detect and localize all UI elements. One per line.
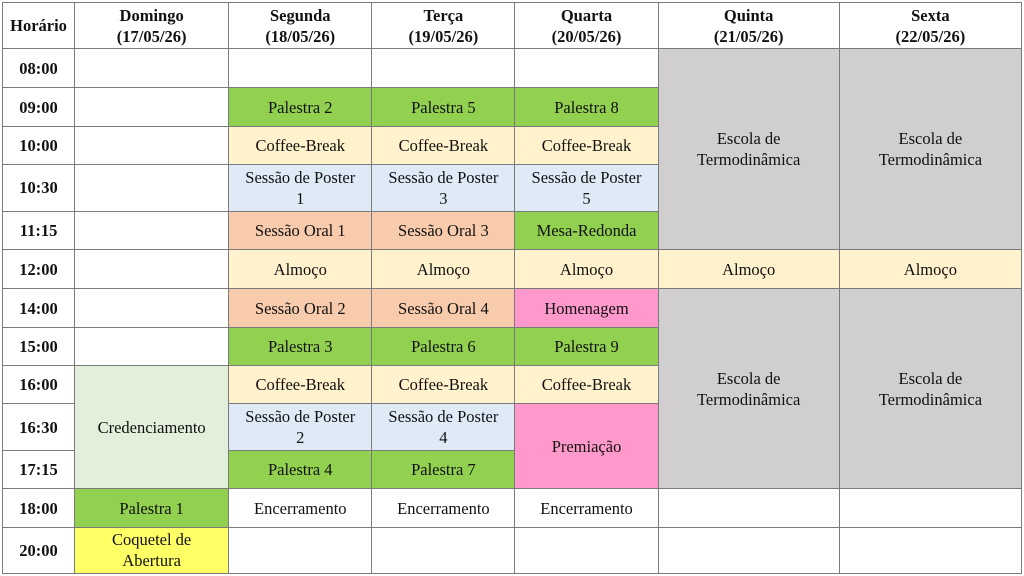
palestra-3: Palestra 3 — [229, 327, 372, 365]
time-cell: 10:30 — [3, 164, 75, 211]
poster-2: Sessão de Poster 2 — [229, 404, 372, 451]
header-terca — [372, 3, 515, 49]
empty-cell — [839, 489, 1021, 527]
coffee-break: Coffee-Break — [372, 365, 515, 403]
palestra-1: Palestra 1 — [75, 489, 229, 527]
day-date: (18/05/26) — [265, 26, 336, 46]
header-quinta — [658, 3, 839, 49]
palestra-8: Palestra 8 — [515, 88, 658, 126]
palestra-5: Palestra 5 — [372, 88, 515, 126]
escola-sexta-tarde: Escola de Termodinâmica — [839, 289, 1021, 489]
time-cell: 11:15 — [3, 212, 75, 250]
empty-cell — [515, 527, 658, 573]
header-horario: Horário — [3, 3, 75, 49]
empty-cell — [658, 527, 839, 573]
empty-cell — [839, 527, 1021, 573]
empty-cell — [75, 212, 229, 250]
coquetel-abertura: Coquetel de Abertura — [75, 527, 229, 573]
header-row — [3, 3, 1022, 49]
time-cell: 20:00 — [3, 527, 75, 573]
encerramento: Encerramento — [515, 489, 658, 527]
header-segunda — [229, 3, 372, 49]
coffee-break: Coffee-Break — [372, 126, 515, 164]
day-date: (21/05/26) — [713, 26, 784, 46]
header-sexta — [839, 3, 1021, 49]
almoco: Almoço — [372, 250, 515, 289]
day-name: Quarta — [560, 5, 613, 25]
empty-cell — [658, 489, 839, 527]
time-cell: 16:30 — [3, 404, 75, 451]
row-2000 — [3, 527, 1022, 573]
time-cell: 14:00 — [3, 289, 75, 327]
empty-cell — [229, 527, 372, 573]
premiacao: Premiação — [515, 404, 658, 489]
sessao-oral-2: Sessão Oral 2 — [229, 289, 372, 327]
row-1800 — [3, 489, 1022, 527]
time-cell: 17:15 — [3, 451, 75, 489]
time-cell: 08:00 — [3, 49, 75, 88]
escola-quinta-manha: Escola de Termodinâmica — [658, 49, 839, 250]
empty-cell — [75, 49, 229, 88]
time-cell: 18:00 — [3, 489, 75, 527]
poster-5: Sessão de Poster 5 — [515, 164, 658, 211]
day-date: (19/05/26) — [408, 26, 479, 46]
empty-cell — [372, 527, 515, 573]
coffee-break: Coffee-Break — [229, 126, 372, 164]
poster-1: Sessão de Poster 1 — [229, 164, 372, 211]
almoco: Almoço — [515, 250, 658, 289]
credenciamento: Credenciamento — [75, 365, 229, 489]
sessao-oral-3: Sessão Oral 3 — [372, 212, 515, 250]
empty-cell — [75, 327, 229, 365]
day-name: Terça — [423, 5, 464, 25]
day-date: (20/05/26) — [551, 26, 622, 46]
encerramento: Encerramento — [372, 489, 515, 527]
time-cell: 12:00 — [3, 250, 75, 289]
day-name: Segunda — [270, 5, 331, 25]
day-date: (17/05/26) — [116, 26, 187, 46]
poster-3: Sessão de Poster 3 — [372, 164, 515, 211]
header-domingo — [75, 3, 229, 49]
poster-4: Sessão de Poster 4 — [372, 404, 515, 451]
homenagem: Homenagem — [515, 289, 658, 327]
sessao-oral-4: Sessão Oral 4 — [372, 289, 515, 327]
almoco: Almoço — [229, 250, 372, 289]
row-1200 — [3, 250, 1022, 289]
header-quarta — [515, 3, 658, 49]
almoco: Almoço — [839, 250, 1021, 289]
almoco: Almoço — [658, 250, 839, 289]
coffee-break: Coffee-Break — [515, 126, 658, 164]
schedule-table — [2, 2, 1022, 574]
encerramento: Encerramento — [229, 489, 372, 527]
day-name: Quinta — [723, 5, 774, 25]
sessao-oral-1: Sessão Oral 1 — [229, 212, 372, 250]
coffee-break: Coffee-Break — [515, 365, 658, 403]
day-name: Sexta — [911, 5, 950, 25]
day-date: (22/05/26) — [895, 26, 966, 46]
coffee-break: Coffee-Break — [229, 365, 372, 403]
time-cell: 09:00 — [3, 88, 75, 126]
escola-quinta-tarde: Escola de Termodinâmica — [658, 289, 839, 489]
palestra-7: Palestra 7 — [372, 451, 515, 489]
mesa-redonda: Mesa-Redonda — [515, 212, 658, 250]
palestra-4: Palestra 4 — [229, 451, 372, 489]
empty-cell — [75, 88, 229, 126]
empty-cell — [229, 49, 372, 88]
empty-cell — [75, 289, 229, 327]
empty-cell — [75, 250, 229, 289]
empty-cell — [75, 164, 229, 211]
empty-cell — [515, 49, 658, 88]
palestra-2: Palestra 2 — [229, 88, 372, 126]
palestra-6: Palestra 6 — [372, 327, 515, 365]
row-0800 — [3, 49, 1022, 88]
time-cell: 15:00 — [3, 327, 75, 365]
time-cell: 10:00 — [3, 126, 75, 164]
day-name: Domingo — [119, 5, 184, 25]
escola-sexta-manha: Escola de Termodinâmica — [839, 49, 1021, 250]
time-cell: 16:00 — [3, 365, 75, 403]
row-1400 — [3, 289, 1022, 327]
palestra-9: Palestra 9 — [515, 327, 658, 365]
empty-cell — [372, 49, 515, 88]
empty-cell — [75, 126, 229, 164]
